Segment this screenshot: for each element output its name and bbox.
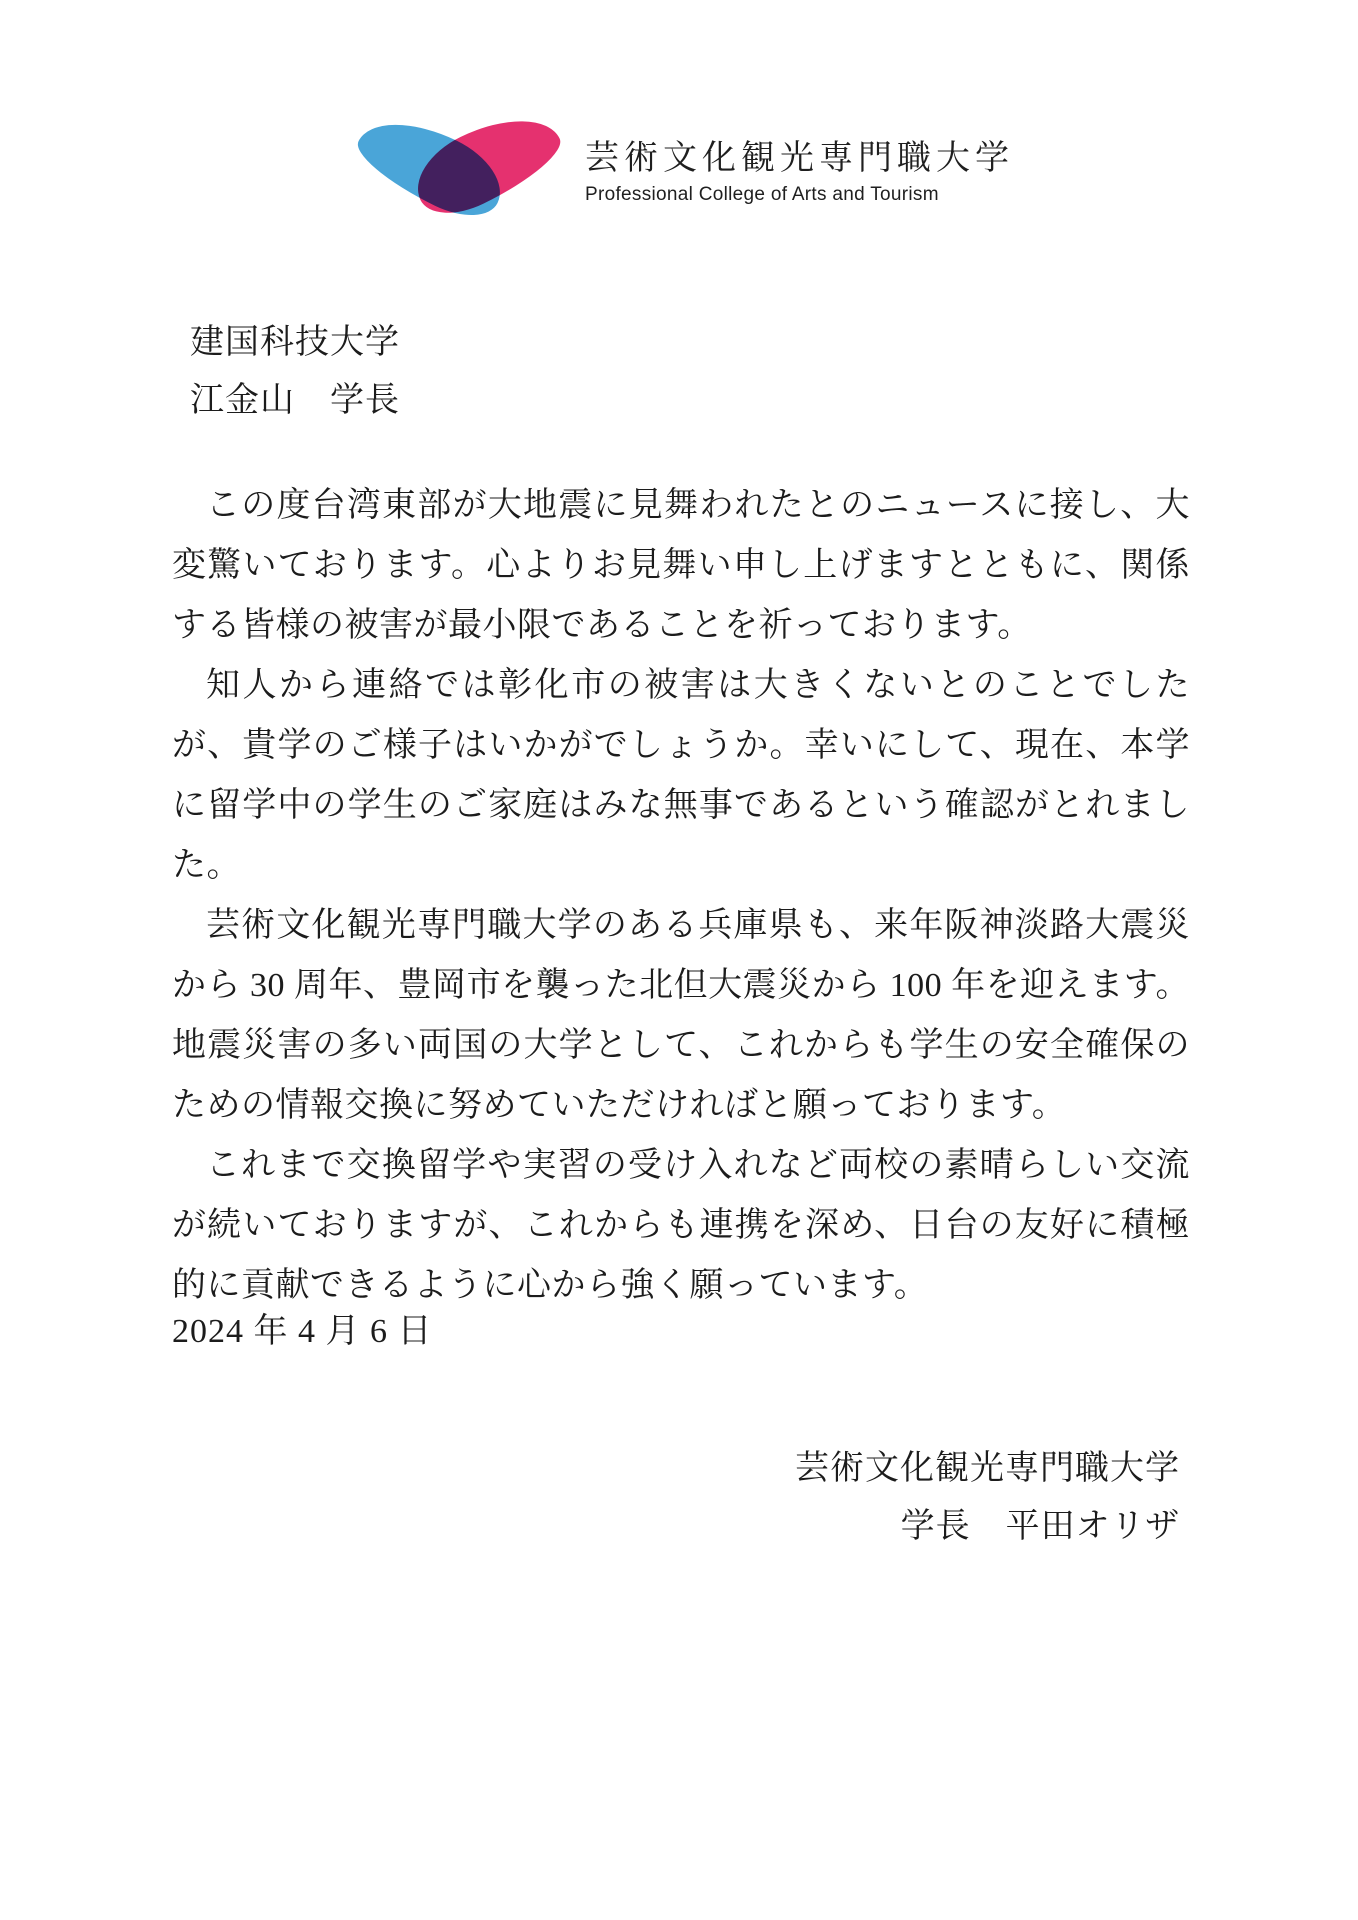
university-logo-text [585,122,1014,206]
university-logo-icon [355,122,563,218]
recipient-person: 江金山 学長 [190,382,400,419]
paragraph-1: この度台湾東部が大地震に見舞われたとのニュースに接し、大変驚いております。心よりお見舞い申し上げますとともに、関係する皆様の被害が最小限であることを祈っております。 [172,487,1190,644]
signature-president: 学長 平田オリザ [900,1508,1180,1545]
letter-date: 2024 年 4 月 6 日 [172,1313,433,1350]
signature-block [795,1440,1180,1556]
paragraph-4: これまで交換留学や実習の受け入れなど両校の素晴らしい交流が続いておりますが、これからも連携を深め、日台の友好に積極的に貢献できるように心から強く願っています。 [172,1147,1190,1304]
paragraph-3: 芸術文化観光専門職大学のある兵庫県も、来年阪神淡路大震災から 30 周年、豊岡市を襲った北但大震災から 100 年を迎えます。地震災害の多い両国の大学として、これからも学生の安全確保のための情報交換に努めていただければと願っております。 [172,907,1190,1124]
letter-body [172,476,1190,1316]
university-name-en: Professional College of Arts and Tourism [585,183,939,205]
university-name-jp: 芸術文化観光専門職大学 [585,139,1014,177]
recipient-block [190,314,400,430]
signature-university: 芸術文化観光専門職大学 [795,1450,1180,1487]
recipient-university: 建国科技大学 [190,324,400,361]
university-letterhead [355,122,1014,218]
paragraph-2: 知人から連絡では彰化市の被害は大きくないとのことでしたが、貴学のご様子はいかがでしょうか。幸いにして、現在、本学に留学中の学生のご家庭はみな無事であるという確認がとれました。 [172,667,1190,884]
